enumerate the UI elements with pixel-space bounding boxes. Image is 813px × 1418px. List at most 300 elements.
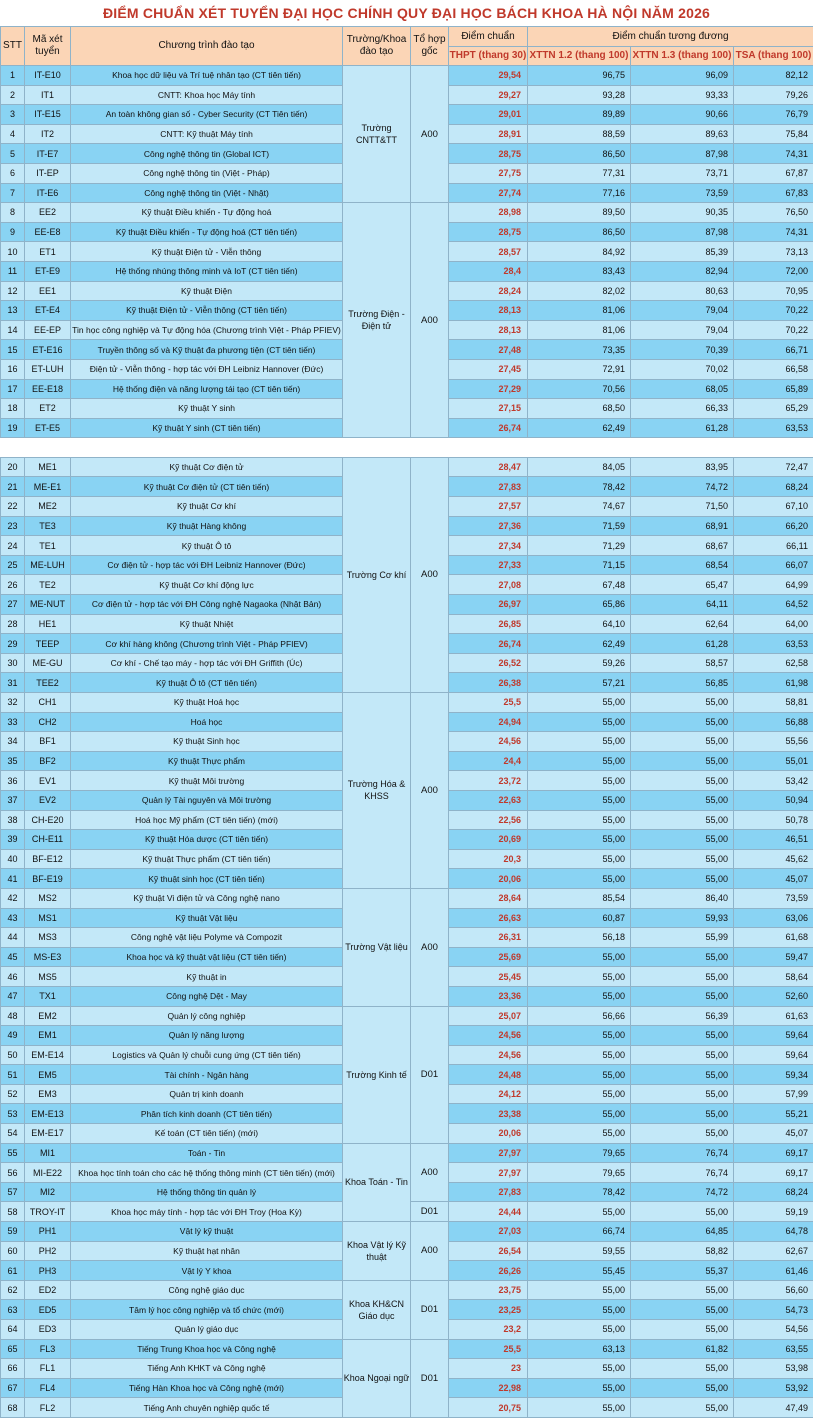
stt-cell: 18 bbox=[1, 399, 25, 419]
header-xttn-1-2: XTTN 1.2 (thang 100) bbox=[528, 47, 631, 66]
xttn-1-2-cell: 93,28 bbox=[528, 85, 631, 105]
stt-cell: 32 bbox=[1, 693, 25, 713]
xttn-1-2-cell: 55,00 bbox=[528, 1045, 631, 1065]
code-cell: IT-E10 bbox=[25, 66, 71, 86]
code-cell: TEEP bbox=[25, 634, 71, 654]
code-cell: TX1 bbox=[25, 986, 71, 1006]
thpt-cell: 28,13 bbox=[449, 320, 528, 340]
xttn-1-3-cell: 85,39 bbox=[631, 242, 734, 262]
xttn-1-3-cell: 55,00 bbox=[631, 751, 734, 771]
section-separator bbox=[1, 438, 813, 458]
xttn-1-2-cell: 67,48 bbox=[528, 575, 631, 595]
program-cell: Hoá học Mỹ phẩm (CT tiên tiến) (mới) bbox=[71, 810, 343, 830]
code-cell: FL1 bbox=[25, 1359, 71, 1379]
program-cell: Kế toán (CT tiên tiến) (mới) bbox=[71, 1124, 343, 1144]
tsa-cell: 64,78 bbox=[734, 1222, 813, 1242]
table-body bbox=[1, 66, 813, 1418]
program-cell: Khoa học dữ liệu và Trí tuệ nhân tạo (CT tiên tiến) bbox=[71, 66, 343, 86]
xttn-1-3-cell: 90,66 bbox=[631, 105, 734, 125]
xttn-1-2-cell: 96,75 bbox=[528, 66, 631, 86]
tsa-cell: 74,31 bbox=[734, 144, 813, 164]
xttn-1-2-cell: 63,13 bbox=[528, 1339, 631, 1359]
tsa-cell: 55,56 bbox=[734, 732, 813, 752]
xttn-1-3-cell: 55,00 bbox=[631, 967, 734, 987]
xttn-1-3-cell: 55,00 bbox=[631, 1378, 734, 1398]
stt-cell: 52 bbox=[1, 1084, 25, 1104]
code-cell: BF-E12 bbox=[25, 849, 71, 869]
thpt-cell: 27,15 bbox=[449, 399, 528, 419]
code-cell: ED2 bbox=[25, 1280, 71, 1300]
code-cell: TE2 bbox=[25, 575, 71, 595]
stt-cell: 25 bbox=[1, 555, 25, 575]
thpt-cell: 23,38 bbox=[449, 1104, 528, 1124]
xttn-1-2-cell: 89,89 bbox=[528, 105, 631, 125]
xttn-1-3-cell: 55,37 bbox=[631, 1261, 734, 1281]
separator-cell bbox=[1, 438, 813, 458]
code-cell: CH2 bbox=[25, 712, 71, 732]
code-cell: MS-E3 bbox=[25, 947, 71, 967]
xttn-1-3-cell: 79,04 bbox=[631, 301, 734, 321]
xttn-1-2-cell: 55,00 bbox=[528, 869, 631, 889]
thpt-cell: 28,4 bbox=[449, 261, 528, 281]
stt-cell: 27 bbox=[1, 595, 25, 615]
thpt-cell: 27,45 bbox=[449, 359, 528, 379]
program-cell: Kỹ thuật Y sinh (CT tiên tiến) bbox=[71, 418, 343, 438]
thpt-cell: 24,12 bbox=[449, 1084, 528, 1104]
stt-cell: 7 bbox=[1, 183, 25, 203]
stt-cell: 10 bbox=[1, 242, 25, 262]
xttn-1-3-cell: 55,00 bbox=[631, 1045, 734, 1065]
xttn-1-2-cell: 71,29 bbox=[528, 536, 631, 556]
stt-cell: 44 bbox=[1, 928, 25, 948]
tsa-cell: 45,07 bbox=[734, 1124, 813, 1144]
thpt-cell: 29,54 bbox=[449, 66, 528, 86]
code-cell: IT-E15 bbox=[25, 105, 71, 125]
header-combo: Tổ hợp gốc bbox=[411, 27, 449, 66]
header-stt: STT bbox=[1, 27, 25, 66]
stt-cell: 47 bbox=[1, 986, 25, 1006]
xttn-1-2-cell: 84,05 bbox=[528, 457, 631, 477]
school-cell: Trường Cơ khí bbox=[343, 457, 411, 692]
thpt-cell: 27,74 bbox=[449, 183, 528, 203]
header-thpt: THPT (thang 30) bbox=[449, 47, 528, 66]
code-cell: FL2 bbox=[25, 1398, 71, 1418]
stt-cell: 9 bbox=[1, 222, 25, 242]
xttn-1-3-cell: 55,00 bbox=[631, 869, 734, 889]
thpt-cell: 27,83 bbox=[449, 1182, 528, 1202]
xttn-1-2-cell: 55,00 bbox=[528, 1124, 631, 1144]
tsa-cell: 63,53 bbox=[734, 634, 813, 654]
program-cell: Logistics và Quản lý chuỗi cung ứng (CT tiên tiến) bbox=[71, 1045, 343, 1065]
thpt-cell: 27,34 bbox=[449, 536, 528, 556]
xttn-1-3-cell: 87,98 bbox=[631, 144, 734, 164]
stt-cell: 50 bbox=[1, 1045, 25, 1065]
tsa-cell: 79,26 bbox=[734, 85, 813, 105]
program-cell: Toán - Tin bbox=[71, 1143, 343, 1163]
program-cell: Kỹ thuật Cơ khí bbox=[71, 497, 343, 517]
stt-cell: 58 bbox=[1, 1202, 25, 1222]
combo-cell: D01 bbox=[411, 1202, 449, 1222]
xttn-1-3-cell: 55,00 bbox=[631, 947, 734, 967]
program-cell: Tiếng Hàn Khoa học và Công nghệ (mới) bbox=[71, 1378, 343, 1398]
code-cell: EE-E8 bbox=[25, 222, 71, 242]
program-cell: Công nghệ Dệt - May bbox=[71, 986, 343, 1006]
xttn-1-2-cell: 55,00 bbox=[528, 849, 631, 869]
tsa-cell: 61,98 bbox=[734, 673, 813, 693]
stt-cell: 66 bbox=[1, 1359, 25, 1379]
tsa-cell: 58,64 bbox=[734, 967, 813, 987]
stt-cell: 41 bbox=[1, 869, 25, 889]
header-code: Mã xét tuyển bbox=[25, 27, 71, 66]
stt-cell: 19 bbox=[1, 418, 25, 438]
program-cell: Tài chính - Ngân hàng bbox=[71, 1065, 343, 1085]
xttn-1-2-cell: 68,50 bbox=[528, 399, 631, 419]
thpt-cell: 27,57 bbox=[449, 497, 528, 517]
code-cell: PH2 bbox=[25, 1241, 71, 1261]
thpt-cell: 24,44 bbox=[449, 1202, 528, 1222]
program-cell: Hệ thống nhúng thông minh và IoT (CT tiên tiến) bbox=[71, 261, 343, 281]
tsa-cell: 74,31 bbox=[734, 222, 813, 242]
xttn-1-3-cell: 55,00 bbox=[631, 1320, 734, 1340]
tsa-cell: 65,89 bbox=[734, 379, 813, 399]
stt-cell: 16 bbox=[1, 359, 25, 379]
thpt-cell: 20,69 bbox=[449, 830, 528, 850]
stt-cell: 48 bbox=[1, 1006, 25, 1026]
xttn-1-3-cell: 74,72 bbox=[631, 1182, 734, 1202]
program-cell: Quản lý công nghiệp bbox=[71, 1006, 343, 1026]
school-cell: Trường Kinh tế bbox=[343, 1006, 411, 1143]
xttn-1-2-cell: 55,00 bbox=[528, 1104, 631, 1124]
stt-cell: 65 bbox=[1, 1339, 25, 1359]
code-cell: MS5 bbox=[25, 967, 71, 987]
stt-cell: 28 bbox=[1, 614, 25, 634]
xttn-1-2-cell: 55,00 bbox=[528, 1026, 631, 1046]
stt-cell: 13 bbox=[1, 301, 25, 321]
xttn-1-3-cell: 73,59 bbox=[631, 183, 734, 203]
thpt-cell: 25,69 bbox=[449, 947, 528, 967]
code-cell: ET-E16 bbox=[25, 340, 71, 360]
tsa-cell: 54,73 bbox=[734, 1300, 813, 1320]
stt-cell: 15 bbox=[1, 340, 25, 360]
tsa-cell: 63,55 bbox=[734, 1339, 813, 1359]
thpt-cell: 27,33 bbox=[449, 555, 528, 575]
code-cell: TEE2 bbox=[25, 673, 71, 693]
combo-cell: A00 bbox=[411, 1143, 449, 1202]
thpt-cell: 24,56 bbox=[449, 732, 528, 752]
header-cutoff: Điểm chuẩn bbox=[449, 27, 528, 47]
xttn-1-2-cell: 55,00 bbox=[528, 1065, 631, 1085]
xttn-1-3-cell: 73,71 bbox=[631, 163, 734, 183]
xttn-1-2-cell: 55,00 bbox=[528, 1084, 631, 1104]
program-cell: CNTT: Khoa học Máy tính bbox=[71, 85, 343, 105]
combo-cell: A00 bbox=[411, 693, 449, 889]
xttn-1-3-cell: 58,57 bbox=[631, 653, 734, 673]
xttn-1-2-cell: 77,16 bbox=[528, 183, 631, 203]
tsa-cell: 50,78 bbox=[734, 810, 813, 830]
program-cell: Cơ điện tử - hợp tác với ĐH Công nghệ Nagaoka (Nhật Bản) bbox=[71, 595, 343, 615]
xttn-1-2-cell: 71,59 bbox=[528, 516, 631, 536]
stt-cell: 26 bbox=[1, 575, 25, 595]
thpt-cell: 28,98 bbox=[449, 203, 528, 223]
xttn-1-3-cell: 61,82 bbox=[631, 1339, 734, 1359]
stt-cell: 24 bbox=[1, 536, 25, 556]
program-cell: Cơ khí - Chế tạo máy - hợp tác với ĐH Griffith (Úc) bbox=[71, 653, 343, 673]
thpt-cell: 25,45 bbox=[449, 967, 528, 987]
combo-cell: A00 bbox=[411, 66, 449, 203]
tsa-cell: 52,60 bbox=[734, 986, 813, 1006]
thpt-cell: 22,56 bbox=[449, 810, 528, 830]
stt-cell: 38 bbox=[1, 810, 25, 830]
thpt-cell: 26,52 bbox=[449, 653, 528, 673]
stt-cell: 49 bbox=[1, 1026, 25, 1046]
code-cell: ME2 bbox=[25, 497, 71, 517]
program-cell: Tiếng Anh KHKT và Công nghệ bbox=[71, 1359, 343, 1379]
stt-cell: 46 bbox=[1, 967, 25, 987]
xttn-1-2-cell: 79,65 bbox=[528, 1143, 631, 1163]
program-cell: Hệ thống điện và năng lượng tái tạo (CT tiên tiến) bbox=[71, 379, 343, 399]
thpt-cell: 28,24 bbox=[449, 281, 528, 301]
code-cell: CH1 bbox=[25, 693, 71, 713]
tsa-cell: 47,49 bbox=[734, 1398, 813, 1418]
thpt-cell: 20,75 bbox=[449, 1398, 528, 1418]
xttn-1-3-cell: 68,05 bbox=[631, 379, 734, 399]
program-cell: Kỹ thuật sinh học (CT tiên tiến) bbox=[71, 869, 343, 889]
code-cell: TE3 bbox=[25, 516, 71, 536]
xttn-1-2-cell: 71,15 bbox=[528, 555, 631, 575]
stt-cell: 57 bbox=[1, 1182, 25, 1202]
program-cell: Công nghệ giáo dục bbox=[71, 1280, 343, 1300]
tsa-cell: 63,53 bbox=[734, 418, 813, 438]
stt-cell: 45 bbox=[1, 947, 25, 967]
xttn-1-2-cell: 62,49 bbox=[528, 418, 631, 438]
xttn-1-3-cell: 61,28 bbox=[631, 418, 734, 438]
tsa-cell: 56,88 bbox=[734, 712, 813, 732]
xttn-1-2-cell: 64,10 bbox=[528, 614, 631, 634]
page-title: ĐIỂM CHUẨN XÉT TUYỂN ĐẠI HỌC CHÍNH QUY ĐẠI HỌC BÁCH KHOA HÀ NỘI NĂM 2026 bbox=[0, 0, 813, 26]
xttn-1-3-cell: 55,00 bbox=[631, 849, 734, 869]
tsa-cell: 66,71 bbox=[734, 340, 813, 360]
stt-cell: 60 bbox=[1, 1241, 25, 1261]
program-cell: Kỹ thuật Ô tô (CT tiên tiến) bbox=[71, 673, 343, 693]
code-cell: EM2 bbox=[25, 1006, 71, 1026]
tsa-cell: 69,17 bbox=[734, 1163, 813, 1183]
program-cell: Kỹ thuật Điều khiển - Tự động hoá bbox=[71, 203, 343, 223]
xttn-1-2-cell: 84,92 bbox=[528, 242, 631, 262]
stt-cell: 21 bbox=[1, 477, 25, 497]
stt-cell: 29 bbox=[1, 634, 25, 654]
tsa-cell: 82,12 bbox=[734, 66, 813, 86]
code-cell: ED5 bbox=[25, 1300, 71, 1320]
program-cell: Công nghệ thông tin (Việt - Pháp) bbox=[71, 163, 343, 183]
xttn-1-2-cell: 55,45 bbox=[528, 1261, 631, 1281]
thpt-cell: 27,08 bbox=[449, 575, 528, 595]
xttn-1-2-cell: 55,00 bbox=[528, 1398, 631, 1418]
header-tsa: TSA (thang 100) bbox=[734, 47, 813, 66]
program-cell: Khoa học và kỹ thuật vật liệu (CT tiên tiến) bbox=[71, 947, 343, 967]
xttn-1-2-cell: 86,50 bbox=[528, 144, 631, 164]
xttn-1-3-cell: 80,63 bbox=[631, 281, 734, 301]
xttn-1-3-cell: 55,99 bbox=[631, 928, 734, 948]
stt-cell: 11 bbox=[1, 261, 25, 281]
xttn-1-2-cell: 89,50 bbox=[528, 203, 631, 223]
xttn-1-2-cell: 77,31 bbox=[528, 163, 631, 183]
code-cell: BF2 bbox=[25, 751, 71, 771]
xttn-1-3-cell: 71,50 bbox=[631, 497, 734, 517]
tsa-cell: 59,47 bbox=[734, 947, 813, 967]
code-cell: IT-EP bbox=[25, 163, 71, 183]
program-cell: An toàn không gian số - Cyber Security (CT Tiên tiến) bbox=[71, 105, 343, 125]
xttn-1-3-cell: 55,00 bbox=[631, 830, 734, 850]
tsa-cell: 72,00 bbox=[734, 261, 813, 281]
tsa-cell: 61,68 bbox=[734, 928, 813, 948]
stt-cell: 33 bbox=[1, 712, 25, 732]
xttn-1-3-cell: 82,94 bbox=[631, 261, 734, 281]
combo-cell: A00 bbox=[411, 203, 449, 438]
stt-cell: 39 bbox=[1, 830, 25, 850]
program-cell: Kỹ thuật Hoá học bbox=[71, 693, 343, 713]
tsa-cell: 69,17 bbox=[734, 1143, 813, 1163]
program-cell: Quản lý năng lượng bbox=[71, 1026, 343, 1046]
thpt-cell: 27,48 bbox=[449, 340, 528, 360]
code-cell: EV1 bbox=[25, 771, 71, 791]
code-cell: TROY-IT bbox=[25, 1202, 71, 1222]
school-cell: Khoa Ngoại ngữ bbox=[343, 1339, 411, 1417]
thpt-cell: 27,97 bbox=[449, 1163, 528, 1183]
program-cell: Khoa học tính toán cho các hệ thống thông minh (CT tiên tiến) (mới) bbox=[71, 1163, 343, 1183]
program-cell: Truyền thông số và Kỹ thuật đa phương tiện (CT tiên tiến) bbox=[71, 340, 343, 360]
xttn-1-3-cell: 55,00 bbox=[631, 810, 734, 830]
thpt-cell: 22,63 bbox=[449, 790, 528, 810]
thpt-cell: 25,07 bbox=[449, 1006, 528, 1026]
code-cell: FL4 bbox=[25, 1378, 71, 1398]
code-cell: CH-E11 bbox=[25, 830, 71, 850]
code-cell: EM1 bbox=[25, 1026, 71, 1046]
program-cell: Công nghệ vật liệu Polyme và Compozit bbox=[71, 928, 343, 948]
xttn-1-3-cell: 55,00 bbox=[631, 771, 734, 791]
tsa-cell: 64,99 bbox=[734, 575, 813, 595]
xttn-1-3-cell: 55,00 bbox=[631, 712, 734, 732]
xttn-1-2-cell: 72,91 bbox=[528, 359, 631, 379]
thpt-cell: 23 bbox=[449, 1359, 528, 1379]
program-cell: Kỹ thuật Thực phẩm (CT tiên tiến) bbox=[71, 849, 343, 869]
xttn-1-3-cell: 55,00 bbox=[631, 1202, 734, 1222]
thpt-cell: 28,64 bbox=[449, 888, 528, 908]
thpt-cell: 26,97 bbox=[449, 595, 528, 615]
xttn-1-2-cell: 85,54 bbox=[528, 888, 631, 908]
school-cell: Khoa Toán - Tin bbox=[343, 1143, 411, 1221]
program-cell: Tin học công nghiệp và Tự động hóa (Chương trình Việt - Pháp PFIEV) bbox=[71, 320, 343, 340]
stt-cell: 14 bbox=[1, 320, 25, 340]
tsa-cell: 55,01 bbox=[734, 751, 813, 771]
xttn-1-2-cell: 55,00 bbox=[528, 1320, 631, 1340]
xttn-1-3-cell: 93,33 bbox=[631, 85, 734, 105]
thpt-cell: 23,75 bbox=[449, 1280, 528, 1300]
table-row bbox=[1, 693, 813, 713]
school-cell: Trường Vật liệu bbox=[343, 888, 411, 1006]
table-row bbox=[1, 203, 813, 223]
code-cell: FL3 bbox=[25, 1339, 71, 1359]
xttn-1-3-cell: 55,00 bbox=[631, 790, 734, 810]
thpt-cell: 24,4 bbox=[449, 751, 528, 771]
xttn-1-2-cell: 55,00 bbox=[528, 693, 631, 713]
xttn-1-3-cell: 55,00 bbox=[631, 1300, 734, 1320]
program-cell: Công nghệ thông tin (Global ICT) bbox=[71, 144, 343, 164]
combo-cell: A00 bbox=[411, 457, 449, 692]
thpt-cell: 26,38 bbox=[449, 673, 528, 693]
xttn-1-2-cell: 59,26 bbox=[528, 653, 631, 673]
xttn-1-3-cell: 61,28 bbox=[631, 634, 734, 654]
thpt-cell: 27,36 bbox=[449, 516, 528, 536]
program-cell: Phân tích kinh doanh (CT tiên tiến) bbox=[71, 1104, 343, 1124]
program-cell: CNTT: Kỹ thuật Máy tính bbox=[71, 124, 343, 144]
program-cell: Kỹ thuật in bbox=[71, 967, 343, 987]
xttn-1-2-cell: 78,42 bbox=[528, 1182, 631, 1202]
school-cell: Trường CNTT&TT bbox=[343, 66, 411, 203]
code-cell: ME-LUH bbox=[25, 555, 71, 575]
code-cell: ET-E5 bbox=[25, 418, 71, 438]
tsa-cell: 55,21 bbox=[734, 1104, 813, 1124]
stt-cell: 36 bbox=[1, 771, 25, 791]
code-cell: ME-NUT bbox=[25, 595, 71, 615]
xttn-1-2-cell: 55,00 bbox=[528, 947, 631, 967]
xttn-1-3-cell: 58,82 bbox=[631, 1241, 734, 1261]
program-cell: Tâm lý học công nghiệp và tổ chức (mới) bbox=[71, 1300, 343, 1320]
thpt-cell: 28,47 bbox=[449, 457, 528, 477]
xttn-1-3-cell: 79,04 bbox=[631, 320, 734, 340]
code-cell: IT2 bbox=[25, 124, 71, 144]
stt-cell: 42 bbox=[1, 888, 25, 908]
table-row bbox=[1, 1143, 813, 1163]
tsa-cell: 65,29 bbox=[734, 399, 813, 419]
thpt-cell: 26,74 bbox=[449, 418, 528, 438]
stt-cell: 17 bbox=[1, 379, 25, 399]
xttn-1-2-cell: 62,49 bbox=[528, 634, 631, 654]
code-cell: MI1 bbox=[25, 1143, 71, 1163]
code-cell: ET2 bbox=[25, 399, 71, 419]
tsa-cell: 66,20 bbox=[734, 516, 813, 536]
thpt-cell: 29,27 bbox=[449, 85, 528, 105]
program-cell: Kỹ thuật Cơ khí động lực bbox=[71, 575, 343, 595]
thpt-cell: 28,13 bbox=[449, 301, 528, 321]
stt-cell: 51 bbox=[1, 1065, 25, 1085]
code-cell: BF1 bbox=[25, 732, 71, 752]
xttn-1-3-cell: 86,40 bbox=[631, 888, 734, 908]
xttn-1-3-cell: 55,00 bbox=[631, 693, 734, 713]
header-program: Chương trình đào tạo bbox=[71, 27, 343, 66]
xttn-1-2-cell: 55,00 bbox=[528, 830, 631, 850]
table-row bbox=[1, 1339, 813, 1359]
stt-cell: 22 bbox=[1, 497, 25, 517]
program-cell: Kỹ thuật Điện tử - Viễn thông (CT tiên tiến) bbox=[71, 301, 343, 321]
program-cell: Kỹ thuật Điện bbox=[71, 281, 343, 301]
tsa-cell: 68,24 bbox=[734, 477, 813, 497]
program-cell: Kỹ thuật hạt nhân bbox=[71, 1241, 343, 1261]
program-cell: Kỹ thuật Vi điện tử và Công nghệ nano bbox=[71, 888, 343, 908]
thpt-cell: 23,72 bbox=[449, 771, 528, 791]
stt-cell: 37 bbox=[1, 790, 25, 810]
xttn-1-2-cell: 55,00 bbox=[528, 967, 631, 987]
xttn-1-2-cell: 79,65 bbox=[528, 1163, 631, 1183]
code-cell: PH3 bbox=[25, 1261, 71, 1281]
xttn-1-3-cell: 59,93 bbox=[631, 908, 734, 928]
xttn-1-2-cell: 73,35 bbox=[528, 340, 631, 360]
xttn-1-3-cell: 64,11 bbox=[631, 595, 734, 615]
thpt-cell: 29,01 bbox=[449, 105, 528, 125]
xttn-1-3-cell: 55,00 bbox=[631, 986, 734, 1006]
tsa-cell: 59,64 bbox=[734, 1026, 813, 1046]
thpt-cell: 27,29 bbox=[449, 379, 528, 399]
tsa-cell: 75,84 bbox=[734, 124, 813, 144]
